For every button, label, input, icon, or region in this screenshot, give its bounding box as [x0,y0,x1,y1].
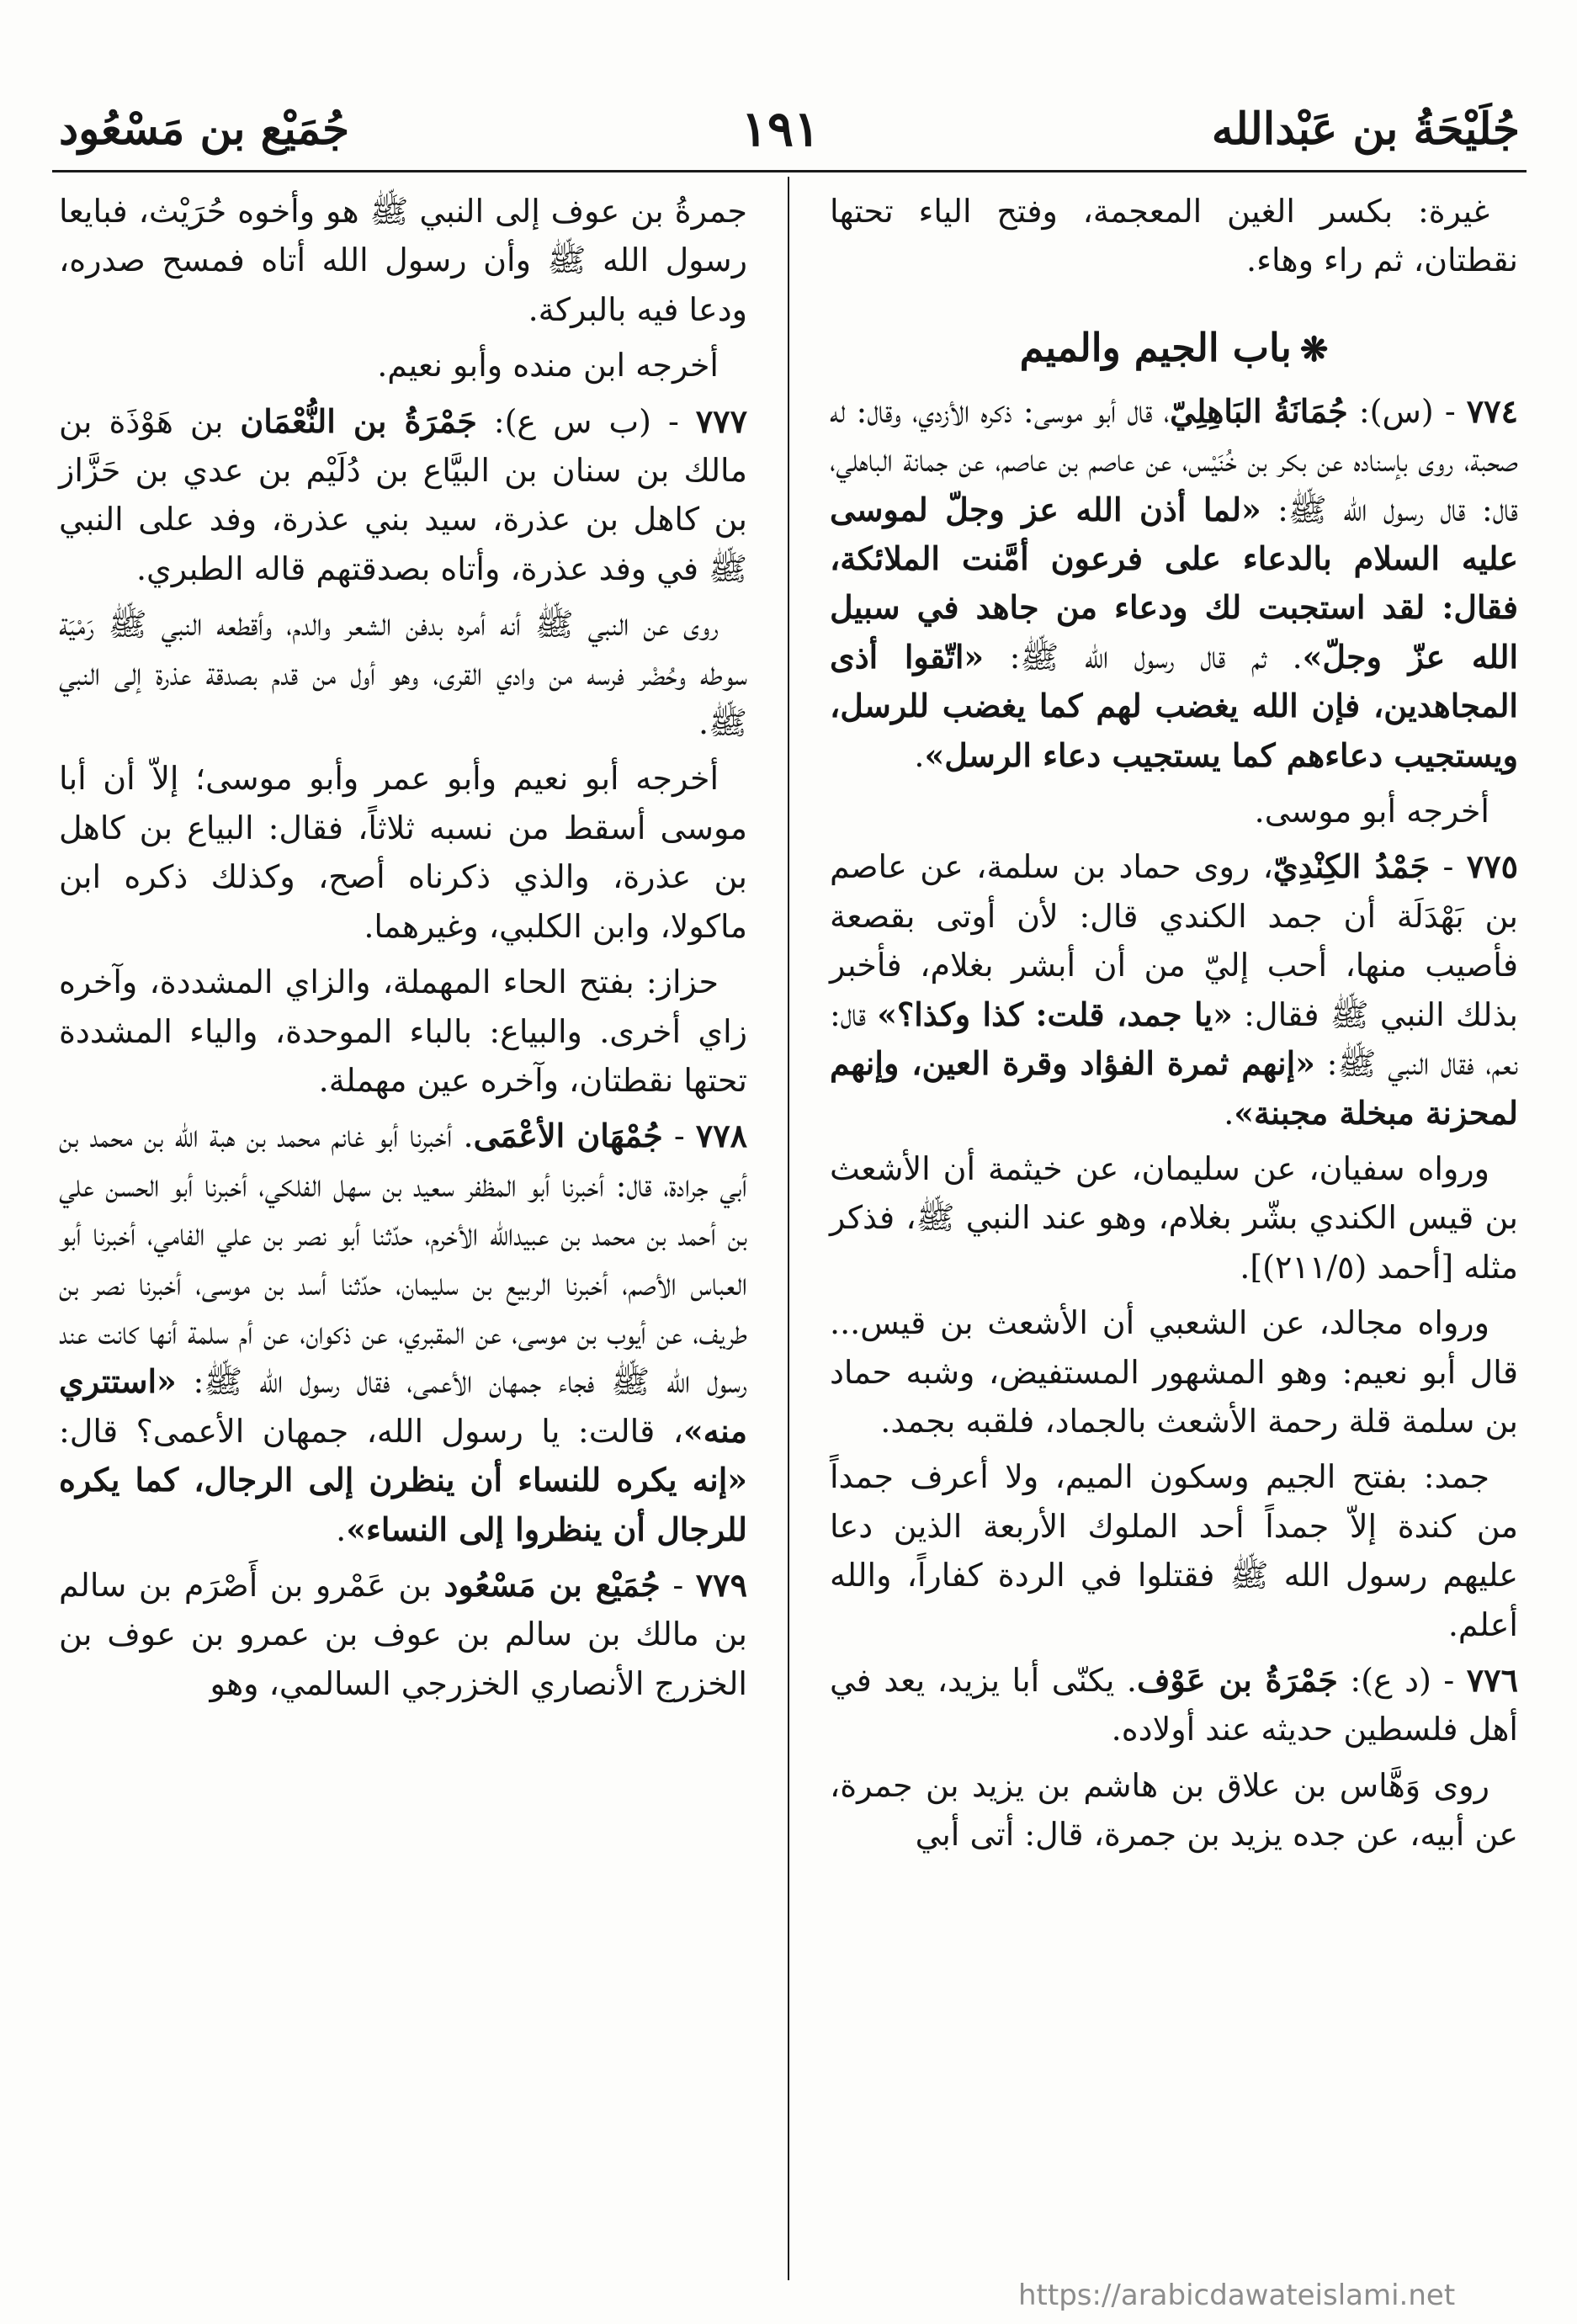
entry-name: جَمْدُ الكِنْدِيّ [1272,847,1431,886]
hadith-text: «يا جمد، قلت: كذا وكذا؟» [877,995,1233,1033]
entry-text: . [336,1510,347,1548]
page-header [59,99,1520,158]
entry-number: ٧٧٨ [695,1117,748,1155]
entry-name: جُمَيْع بن مَسْعُود [443,1565,661,1604]
entry-778 [59,1112,747,1554]
section-title [830,322,1518,375]
paragraph-takhrij-776: أخرجه ابن منده وأبو نعيم. [377,347,719,385]
entry-name: جَمْرَةُ بن النُّعْمَان [240,401,477,440]
page-number: ١٩١ [741,100,820,157]
entry-ref: - (د ع): [1337,1661,1467,1699]
entry-name: جَمْرَةُ بن عَوْف [1137,1660,1338,1699]
left-column [59,187,747,1715]
entry-ref: - [660,1566,696,1604]
entry-ref: - (س): [1347,392,1467,430]
paragraph-sufyan: ورواه سفيان، عن سليمان، عن خيثمة أن الأشعث بن قيس الكندي بشّر بغلام، وهو عند النبي ﷺ، فذكر مثله [أحمد (٢١١/٥)]. [830,1149,1518,1286]
entry-text: قال: نعم، فقال النبي ﷺ: [830,995,1518,1083]
entry-text: بن عَمْرو بن أَصْرَم بن سالم بن مالك بن سالم بن عوف بن عمرو بن عوف بن الخزرج الأنصاري الخزرجي السالمي، وهو [59,1566,747,1702]
entry-ref: - (ب س ع): [476,402,696,440]
entry-number: ٧٧٦ [1466,1660,1518,1699]
entry-ref: - [662,1117,696,1155]
paragraph-ghayra: غيرة: بكسر الغين المعجمة، وفتح الياء تحتها نقطتان، ثم راء وهاء. [830,193,1518,279]
entry-text: ، قال أبو موسى: ذكره الأزدي، وقال: له صحبة، روى بإسناده عن بكر بن خُنَيْس، عن عاصم بن عاصم، عن جمانة الباهلي، قال: قال رسول الله ﷺ: [830,392,1518,528]
entry-text: . [1224,1094,1235,1132]
entry-number: ٧٧٤ [1466,391,1518,430]
entry-text: ، قالت: يا رسول الله، جمهان الأعمى؟ قال: [59,1412,684,1450]
entry-number: ٧٧٥ [1466,847,1518,886]
section-title-text: باب الجيم والميم [1019,324,1292,370]
column-divider [788,177,789,2280]
flower-ornament-icon: ❋ [1299,329,1329,369]
entry-name: جُمْهَان الأعْمَى [473,1117,663,1155]
entry-text: . يكنّى أبا يزيد، يعد في أهل فلسطين حديثه عند أولاده. [830,1661,1518,1748]
entry-number: ٧٧٧ [695,401,747,440]
hadith-text: «استتري منه» [59,1362,747,1450]
entry-text: ، روى حماد بن سلمة، عن عاصم بن بَهْدَلَة أن جمد الكندي قال: لأن أوتى بقصعة فأصيب منها، أحب إليّ من أن أبشر بغلام، فأخبر بذلك النبي ﷺ فقال: [830,848,1518,1033]
paragraph-jamd: جمد: بفتح الجيم وسكون الميم، ولا أعرف جمداً من كندة إلاّ جمداً أحد الملوك الأربعة الذين دعا عليهم رسول الله ﷺ فقتلوا في الردة كفاراً، والله أعلم. [830,1458,1518,1643]
running-title-right: جُلَيْحَةُ بن عَبْدالله [1211,103,1520,155]
paragraph-wahhas: روى وَهَّاس بن علاق بن هاشم بن يزيد بن جمرة، عن أبيه، عن جده يزيد بن جمرة، قال: أتى أبي [830,1766,1518,1854]
entry-776 [830,1656,1518,1754]
right-column [830,187,1518,1866]
paragraph-takhrij-774: أخرجه أبو موسى. [1254,793,1489,830]
entry-779 [59,1561,747,1708]
entry-text: . [914,736,925,774]
entry-name: جُمَانَةُ البَاهِلِيّ [1170,391,1348,430]
running-title-left: جُمَيْع بن مَسْعُود [59,103,350,155]
paragraph-hazzaz: حزاز: بفتح الحاء المهملة، والزاي المشددة، وآخره زاي أخرى. والبياع: بالباء الموحدة، والياء المشددة تحتها نقطتان، وآخره عين مهملة. [59,963,747,1099]
hadith-text: «لما أذن الله عز وجلّ لموسى عليه السلام بالدعاء على فرعون أمَّنت الملائكة، فقال: لقد استجبت لك ودعاء من جاهد في سبيل الله عزّ وجلّ» [830,490,1519,676]
entry-ref: - [1430,848,1467,886]
entry-text: . أخبرنا أبو غانم محمد بن هبة الله بن محمد بن أبي جرادة، قال: أخبرنا أبو المظفر سعيد بن سهل الفلكي، أخبرنا أبو الحسن علي بن أحمد بن محمد بن عبيدالله الأخرم، حدّثنا أبو نصر بن علي الفامي، أخبرنا أبو العباس الأصم، أخبرنا الربيع بن سليمان، حدّثنا أسد بن موسى، أخبرنا نصر بن طريف، عن أيوب بن موسى، عن المقبري، عن ذكوان، عن أم سلمة أنها كانت عند رسول الله ﷺ فجاء جمهان الأعمى، فقال رسول الله ﷺ: [59,1117,747,1401]
paragraph-takhrij-777: أخرجه أبو نعيم وأبو عمر وأبو موسى؛ إلاّ أن أبا موسى أسقط من نسبه ثلاثاً، فقال: البياع بن كاهل بن عذرة، والذي ذكرناه أصح، وكذلك ذكره ابن ماكولا، وابن الكلبي، وغيرهما. [59,760,747,945]
entry-775 [830,842,1518,1137]
hadith-text: «اتّقوا أذى المجاهدين، فإن الله يغضب لهم كما يغضب للرسل، ويستجيب دعاءهم كما يستجيب دعاء الرسل» [830,637,1518,774]
paragraph-jamra-continued: جمرةُ بن عوف إلى النبي ﷺ هو وأخوه حُرَيْث، فبايعا رسول الله ﷺ وأن رسول الله أتاه فمسح صدره، ودعا فيه بالبركة. [59,193,747,328]
entry-774 [830,387,1518,780]
entry-777 [59,397,747,594]
entry-number: ٧٧٩ [695,1565,747,1604]
watermark-url: https://arabicdawateislami.net [1018,2279,1456,2312]
header-rule [52,170,1527,172]
entry-text: بن هَوْذَة بن مالك بن سنان بن البيَّاع بن دُلَيْم بن عدي بن حَزَّاز بن كاهل بن عذرة، سيد بني عذرة، وفد على النبي ﷺ في وفد عذرة، وأتاه بصدقتهم قاله الطبري. [59,402,747,587]
paragraph-mujalid: ورواه مجالد، عن الشعبي أن الأشعث بن قيس... قال أبو نعيم: وهو المشهور المستفيض، وشبه حماد بن سلمة قلة رحمة الأشعث بالجماد، فلقبه بجمد. [830,1304,1518,1440]
entry-text: . ثم قال رسول الله ﷺ: [984,638,1303,676]
hadith-text: «إنه يكره للنساء أن ينظرن إلى الرجال، كما يكره للرجال أن ينظروا إلى النساء» [59,1461,747,1548]
paragraph-rawa: روى عن النبي ﷺ أنه أمره بدفن الشعر والدم، وأقطعه النبي ﷺ رَمْيَة سوطه وحُضْر فرسه من وادي القرى، وهو أول من قدم بصدقة عذرة إلى النبي ﷺ. [59,606,747,742]
hadith-text: «إنهم ثمرة الفؤاد وقرة العين، وإنهم لمحزنة مبخلة مجبنة» [830,1044,1518,1132]
